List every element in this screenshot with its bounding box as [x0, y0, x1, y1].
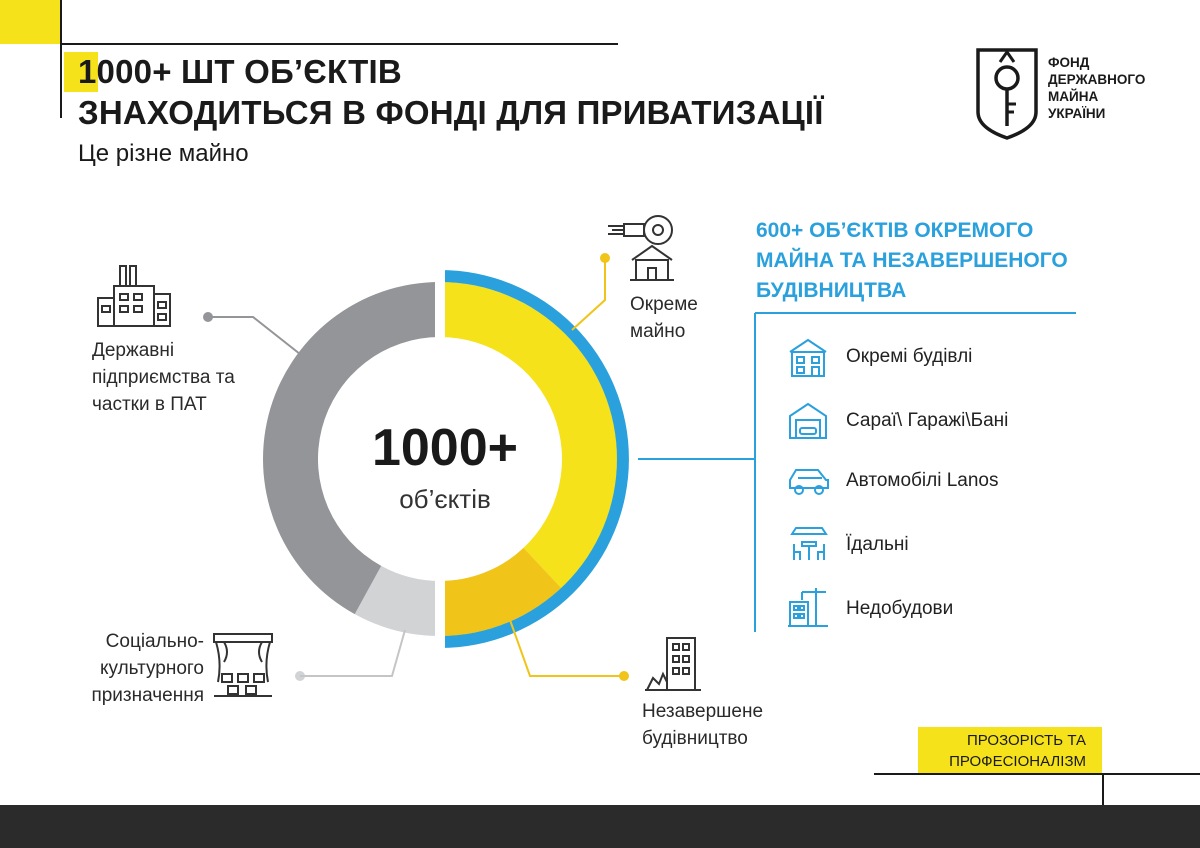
- factory-icon: [96, 262, 172, 328]
- label-unfinished: [642, 698, 763, 752]
- unfinished-building-icon: [645, 634, 703, 692]
- label-social-line2: культурного: [99, 658, 204, 679]
- label-separate-line1: Окреме: [630, 294, 698, 315]
- footer-vertical-line: [1102, 773, 1104, 805]
- right-heading-line1: 600+ ОБ’ЄКТІВ ОКРЕМОГО: [756, 219, 1034, 242]
- label-social-line3: призначення: [91, 685, 204, 706]
- center-unit: об’єктів: [399, 484, 491, 514]
- footer-badge-line1: ПРОЗОРІСТЬ ТА: [966, 732, 1086, 749]
- leader-social: [295, 630, 405, 681]
- center-value: 1000+: [371, 419, 519, 477]
- footer-badge-line2: ПРОФЕСІОНАЛІЗМ: [949, 753, 1086, 770]
- canteen-icon: [790, 526, 828, 564]
- page-subtitle: Це різне майно: [78, 140, 249, 167]
- right-panel-heading: [756, 216, 1068, 306]
- label-social: [60, 628, 204, 709]
- crane-icon: [788, 586, 828, 628]
- page-title-line1: 1000+ ШТ ОБ’ЄКТІВ: [78, 53, 402, 90]
- leader-unfinished: [510, 620, 629, 681]
- right-heading-line3: БУДІВНИЦТВА: [756, 279, 907, 302]
- list-item-garages: Сараї\ Гаражі\Бані: [846, 410, 1009, 431]
- logo-text-line1: ФОНД: [1048, 55, 1090, 70]
- label-unfinished-line1: Незавершене: [642, 701, 764, 722]
- logo-text-line3: МАЙНА: [1048, 89, 1099, 104]
- label-state-line2: підприємства та: [92, 367, 235, 388]
- list-item-cars: Автомобілі Lanos: [846, 470, 999, 491]
- label-social-line1: Соціально-: [105, 631, 204, 652]
- theater-icon: [212, 632, 274, 698]
- label-separate: [630, 291, 698, 345]
- building-icon: [788, 338, 828, 378]
- garage-icon: [788, 402, 828, 440]
- footer-badge-text: [918, 730, 1086, 772]
- logo-text-line4: УКРАЇНИ: [1048, 106, 1106, 121]
- label-state: [92, 337, 235, 418]
- list-item-buildings: Окремі будівлі: [846, 346, 973, 367]
- car-icon: [788, 466, 830, 498]
- key-house-icon: [604, 212, 676, 284]
- label-state-line1: Державні: [92, 340, 175, 361]
- footer-bar: [0, 805, 1200, 848]
- footer-horizontal-line: [874, 773, 1200, 775]
- label-unfinished-line2: будівництво: [642, 728, 748, 749]
- page-title-line2: ЗНАХОДИТЬСЯ В ФОНДІ ДЛЯ ПРИВАТИЗАЦІЇ: [78, 94, 824, 131]
- label-separate-line2: майно: [630, 321, 686, 342]
- right-heading-line2: МАЙНА ТА НЕЗАВЕРШЕНОГО: [756, 249, 1068, 272]
- label-state-line3: частки в ПАТ: [92, 394, 207, 415]
- list-item-canteens: Їдальні: [846, 534, 909, 555]
- logo-text-line2: ДЕРЖАВНОГО: [1048, 72, 1146, 87]
- list-item-unfinished: Недобудови: [846, 598, 954, 619]
